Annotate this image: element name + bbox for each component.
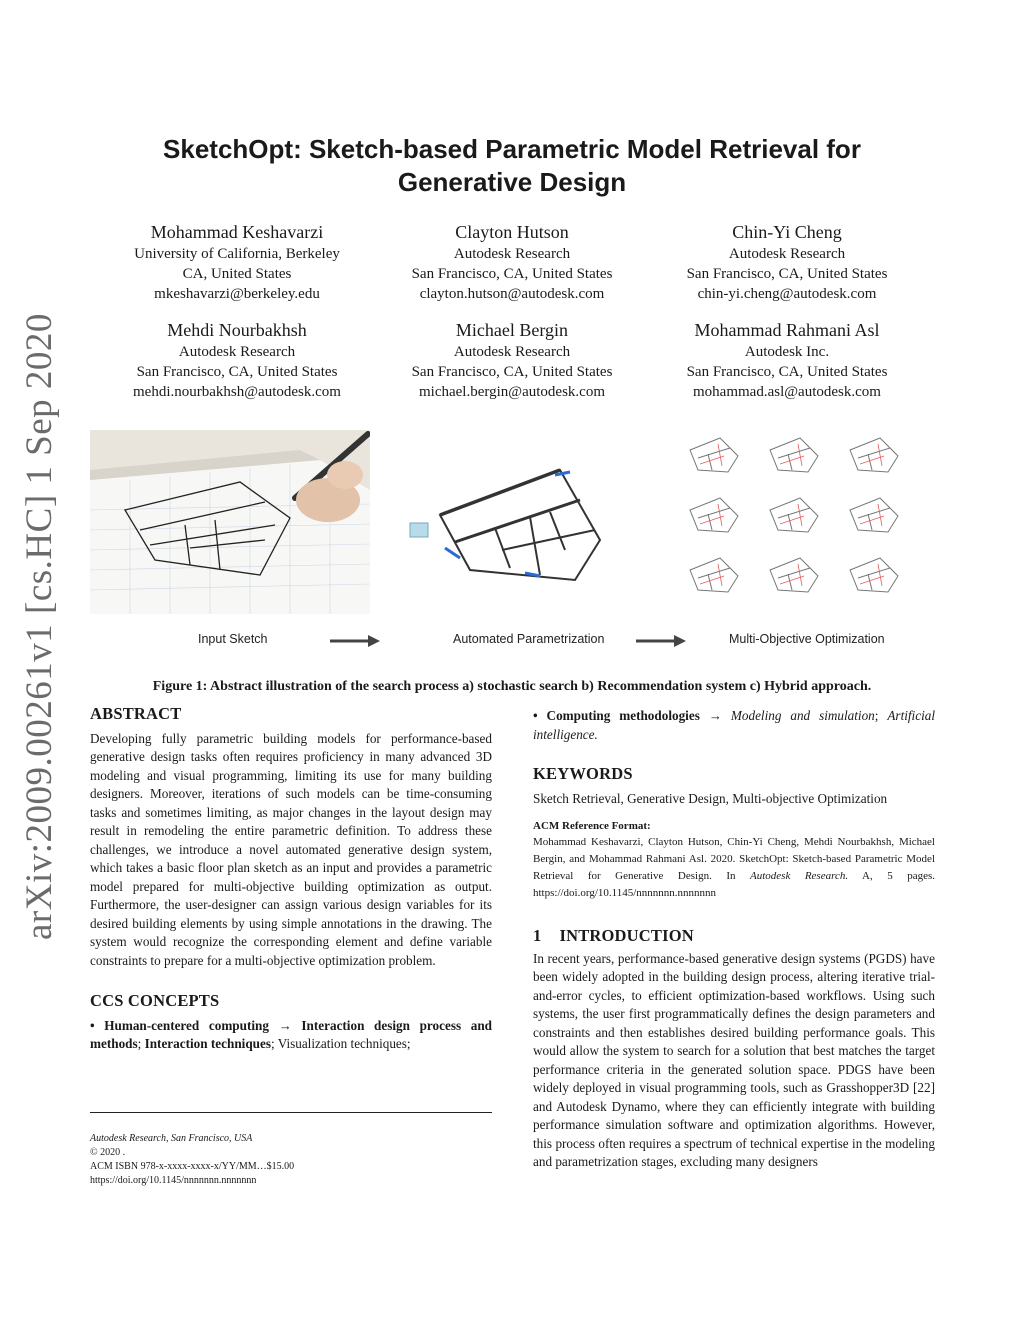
label-multi-objective: Multi-Objective Optimization — [729, 632, 885, 646]
footnote-isbn: ACM ISBN 978-x-xxxx-xxxx-x/YY/MM…$15.00 — [90, 1161, 295, 1172]
author-block — [97, 220, 377, 304]
arrow-right-icon — [330, 634, 380, 648]
author-affiliation: Autodesk Research — [728, 246, 846, 262]
ccs-concepts-continued: • Computing methodologies → Modeling and simulation; Artificial intelligence. — [533, 708, 935, 742]
footnote-affiliation: Autodesk Research, San Francisco, USA — [90, 1133, 253, 1144]
acm-ref-text: Mohammad Keshavarzi, Clayton Hutson, Chin-Yi Cheng, Mehdi Nourbakhsh, Michael Bergin, and Mohammad Rahmani Asl. 2020. SketchOpt: Sketch-based Parametric Model Retrieval for Generative Design. In Autodesk Research. A, 5 pages. https://doi.org/10.1145/nnnnnnn.nnnnnnn — [533, 836, 936, 899]
author-affiliation: University of California, Berkeley — [134, 246, 340, 262]
author-name: Mohammad Keshavarzi — [150, 222, 324, 242]
parametrization-image — [400, 430, 610, 614]
label-input-sketch: Input Sketch — [198, 632, 268, 646]
ccs-heading: CCS CONCEPTS — [90, 991, 220, 1010]
author-affiliation: Autodesk Inc. — [744, 344, 830, 360]
footnote — [90, 1132, 492, 1188]
author-email: chin-yi.cheng@autodesk.com — [697, 286, 877, 302]
optimization-results-image — [680, 430, 940, 614]
author-name: Mohammad Rahmani Asl — [694, 320, 880, 340]
arxiv-stamp: arXiv:2009.00261v1 [cs.HC] 1 Sep 2020 — [19, 313, 60, 940]
author-location: San Francisco, CA, United States — [411, 266, 613, 282]
abstract-text: Developing fully parametric building models for performance-based generative design tasks often requires proficiency in many advanced 3D modeling and visual programming, limiting its use for many building designers. Moreover, iterations of such models can be time-consuming tasks and sometimes limiting, as major changes in the layout design may result in remodeling the entire parametric definition. To address these challenges, we introduce a novel automated generative design system, which takes a basic floor plan sketch as an input and provides a parametric model prepared for multi-objective building optimization as output. Furthermore, the user-designer can assign various design variables for its desired building elements by using simple annotations in the drawing. The system would recognize the corresponding element and define variable constraints to prepare for a multi-objective optimization problem. — [90, 730, 492, 968]
footnote-doi: https://doi.org/10.1145/nnnnnnn.nnnnnnn — [90, 1175, 257, 1186]
author-email: mehdi.nourbakhsh@autodesk.com — [133, 384, 341, 400]
author-affiliation: Autodesk Research — [453, 246, 571, 262]
author-name: Clayton Hutson — [455, 222, 569, 242]
left-column — [90, 705, 492, 1054]
intro-heading: 1 INTRODUCTION — [533, 926, 694, 945]
label-automated-parametrization: Automated Parametrization — [453, 632, 605, 646]
right-column — [533, 707, 935, 1172]
author-block — [372, 220, 652, 304]
author-location: San Francisco, CA, United States — [136, 364, 338, 380]
ccs-concepts: • Human-centered computing → Interaction design process and methods; Interaction techniques; Visualization techniques; — [90, 1017, 492, 1051]
author-email: michael.bergin@autodesk.com — [419, 384, 605, 400]
figure-caption: Figure 1: Abstract illustration of the search process a) stochastic search b) Recommendation system c) Hybrid approach. — [152, 679, 872, 694]
keywords-heading: KEYWORDS — [533, 764, 633, 783]
keywords-text: Sketch Retrieval, Generative Design, Multi-objective Optimization — [533, 790, 888, 806]
author-affiliation: Autodesk Research — [178, 344, 296, 360]
title-line-1: SketchOpt: Sketch-based Parametric Model Retrieval for — [163, 134, 861, 164]
author-email: clayton.hutson@autodesk.com — [419, 286, 605, 302]
footnote-rule — [90, 1112, 492, 1113]
acm-ref-heading: ACM Reference Format: — [533, 820, 651, 832]
author-name: Mehdi Nourbakhsh — [167, 320, 307, 340]
title-line-2: Generative Design — [397, 167, 627, 197]
author-location: CA, United States — [182, 266, 292, 282]
author-affiliation: Autodesk Research — [453, 344, 571, 360]
author-block — [647, 220, 927, 304]
arrow-right-icon — [636, 634, 686, 648]
intro-text: In recent years, performance-based generative design systems (PGDS) have been widely adopted in the building design process, altering iterative trial-and-error cycles, to efficient optimization-based workflows. Using such systems, the user first programmatically defines the design parameters and constraints and then establishes desired building performance goals. This would allow the system to search for a solution that best matches the target performance criteria in the generated solution space. PDGS have been widely deployed in visual programming tools, such as Grasshopper3D [22] and Autodesk Dynamo, where they can efficiently integrate with building performance simulation software and optimization algorithms. However, this process often requires a spectrum of technical expertise in the modeling and parametrization stages, excluding many designers — [533, 950, 935, 1169]
author-block — [372, 318, 652, 402]
author-location: San Francisco, CA, United States — [411, 364, 613, 380]
author-block — [647, 318, 927, 402]
author-email: mohammad.asl@autodesk.com — [693, 384, 881, 400]
abstract-heading: ABSTRACT — [90, 704, 182, 723]
author-block — [97, 318, 377, 402]
paper-title — [100, 133, 924, 199]
author-location: San Francisco, CA, United States — [686, 266, 888, 282]
author-name: Michael Bergin — [455, 320, 569, 340]
footnote-copyright: © 2020 . — [90, 1147, 126, 1158]
author-name: Chin-Yi Cheng — [732, 222, 842, 242]
author-location: San Francisco, CA, United States — [686, 364, 888, 380]
author-email: mkeshavarzi@berkeley.edu — [154, 286, 320, 302]
input-sketch-image — [90, 430, 370, 614]
